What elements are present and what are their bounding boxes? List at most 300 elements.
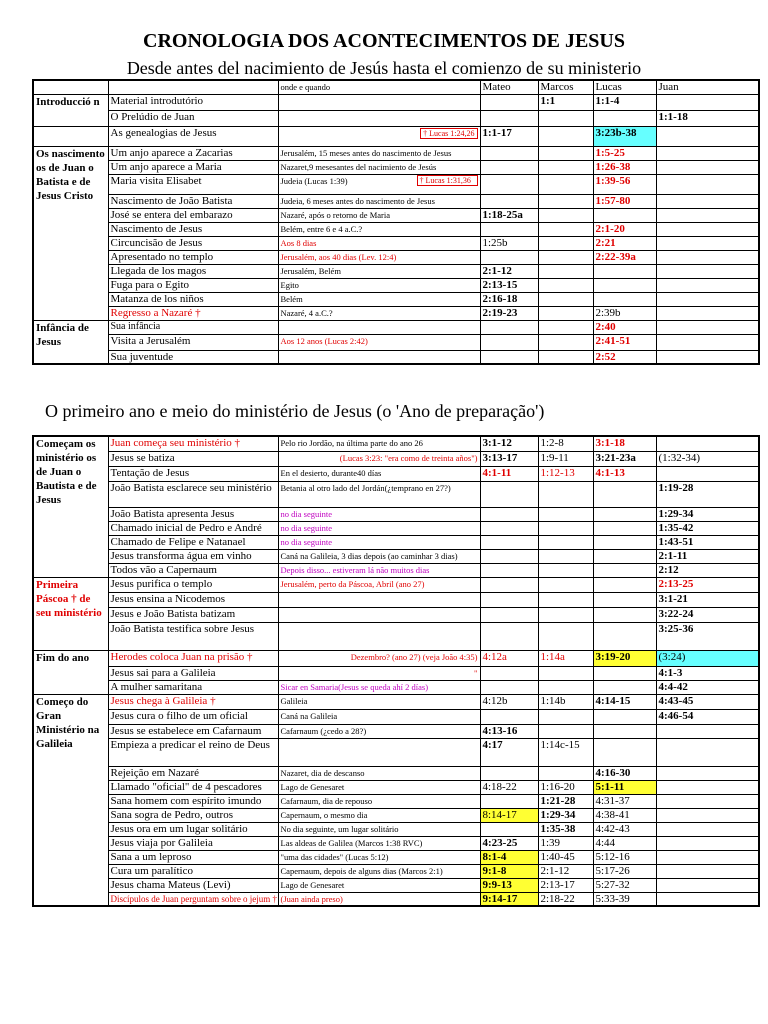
table-row: [33, 292, 759, 306]
table-cell: [656, 320, 759, 334]
table-cell: Lago de Genesaret: [278, 780, 480, 794]
table-cell: Cafarnaum (¿cedo a 28?): [278, 724, 480, 738]
table-cell: Fuga para o Egito: [108, 278, 278, 292]
table-cell: 3:19-20: [593, 650, 656, 666]
table-cell: Jerusalém, Belém: [278, 264, 480, 278]
table-cell: [480, 794, 538, 808]
table-row: [33, 592, 759, 607]
table-cell: Jesus se batiza: [108, 451, 278, 466]
table-cell: [656, 146, 759, 160]
table-cell: 4:1-11: [480, 466, 538, 481]
table-cell: [656, 292, 759, 306]
table-cell: 1:1: [538, 94, 593, 110]
table-cell: [656, 126, 759, 146]
table-row: [33, 146, 759, 160]
table-cell: [538, 350, 593, 364]
table-cell: [538, 481, 593, 507]
table-row: [33, 250, 759, 264]
table-cell: ": [278, 666, 480, 680]
table-cell: [480, 822, 538, 836]
table-cell: Aos 8 dias: [278, 236, 480, 250]
table-cell: Judeia, 6 meses antes do nascimento de Jesus: [278, 194, 480, 208]
header-marcos: Marcos: [538, 80, 593, 94]
table-cell: En el desierto, durante40 días: [278, 466, 480, 481]
table-cell: [480, 174, 538, 194]
section-label: Começam os ministério os de Juan o Bautista e de Jesus: [33, 436, 108, 577]
table-cell: Jesus purifica o templo: [108, 577, 278, 592]
table-cell: José se entera del embarazo: [108, 208, 278, 222]
table-cell: Jesus e João Batista batizam: [108, 607, 278, 622]
table-cell: Depois disso... estiveram lá não muitos dias: [278, 563, 480, 577]
table-cell: 4:12a: [480, 650, 538, 666]
table-cell: 3:23b-38: [593, 126, 656, 146]
table-cell: Empieza a predicar el reino de Deus: [108, 738, 278, 766]
header-blank: [33, 80, 108, 94]
table-cell: [538, 724, 593, 738]
table-cell: [538, 292, 593, 306]
table-cell: [656, 836, 759, 850]
header-lucas: Lucas: [593, 80, 656, 94]
table-row: [33, 650, 759, 666]
table-cell: 1:19-28: [656, 481, 759, 507]
table-cell: [593, 278, 656, 292]
cross-ref-box: † Lucas 1:31,36: [417, 175, 478, 186]
table-cell: [538, 666, 593, 680]
table-cell: 1:12-13: [538, 466, 593, 481]
table-cell: As genealogias de Jesus: [108, 126, 278, 146]
table-cell: 1:5-25: [593, 146, 656, 160]
table-cell: 1:40-45: [538, 850, 593, 864]
table-cell: [480, 549, 538, 563]
section-label: Começo do Gran Ministério na Galileia: [33, 694, 108, 906]
table-cell: 3:1-21: [656, 592, 759, 607]
table-cell: [593, 724, 656, 738]
table-cell: [480, 535, 538, 549]
table-cell: [656, 436, 759, 451]
table-cell: [656, 194, 759, 208]
table-cell: 2:13-25: [656, 577, 759, 592]
table-cell: [593, 208, 656, 222]
table-cell: [656, 864, 759, 878]
table-cell: Jesus chama Mateus (Levi): [108, 878, 278, 892]
table-cell: [33, 126, 108, 146]
table-row: [33, 850, 759, 864]
table-cell: [538, 236, 593, 250]
table-cell: [480, 222, 538, 236]
table-cell: (Lucas 3:23: "era como de treinta años"): [278, 451, 480, 466]
table-row: [33, 738, 759, 766]
table-cell: [538, 521, 593, 535]
table-cell: [593, 549, 656, 563]
table-cell: [593, 738, 656, 766]
table-cell: 2:19-23: [480, 306, 538, 320]
table-cell: 1:29-34: [538, 808, 593, 822]
table-cell: 9:1-8: [480, 864, 538, 878]
table-row: [33, 622, 759, 650]
table-cell: 3:22-24: [656, 607, 759, 622]
table-cell: [480, 350, 538, 364]
table-cell: 4:14-15: [593, 694, 656, 709]
table-cell: 4:12b: [480, 694, 538, 709]
header-mateo: Mateo: [480, 80, 538, 94]
table-row: [33, 507, 759, 521]
table-cell: 2:1-11: [656, 549, 759, 563]
table-cell: 5:33-39: [593, 892, 656, 906]
table-cell: 5:17-26: [593, 864, 656, 878]
table-cell: "uma das cidades" (Lucas 5:12): [278, 850, 480, 864]
table-cell: [593, 563, 656, 577]
table-cell: [656, 878, 759, 892]
table-cell: [656, 264, 759, 278]
table-row: [33, 194, 759, 208]
section-heading: O primeiro ano e meio do ministério de Jesus (o 'Ano de preparação'): [45, 401, 545, 421]
table-cell: 3:1-12: [480, 436, 538, 451]
table-cell: [656, 850, 759, 864]
table-cell: 1:2-8: [538, 436, 593, 451]
table-cell: [656, 738, 759, 766]
table-cell: [538, 766, 593, 780]
table-cell: 4:23-25: [480, 836, 538, 850]
table-cell: 3:21-23a: [593, 451, 656, 466]
table-cell: [593, 292, 656, 306]
table-cell: [278, 350, 480, 364]
table-cell: Jesus viaja por Galileia: [108, 836, 278, 850]
table-cell: [538, 334, 593, 350]
table-cell: Discípulos de Juan perguntam sobre o jejum †: [108, 892, 278, 906]
table-cell: [593, 666, 656, 680]
table-cell: Capernaum, o mesmo dia: [278, 808, 480, 822]
table-cell: 8:14-17: [480, 808, 538, 822]
table-cell: [593, 481, 656, 507]
table-cell: Sicar en Samaria(Jesus se queda ahí 2 días): [278, 680, 480, 694]
table-cell: [656, 766, 759, 780]
table-cell: [480, 680, 538, 694]
table-cell: Regresso a Nazaré †: [108, 306, 278, 320]
table-cell: [593, 535, 656, 549]
table-cell: [656, 794, 759, 808]
table-cell: Aos 12 anos (Lucas 2:42): [278, 334, 480, 350]
section-label: Primeira Páscoa † de seu ministério: [36, 578, 102, 619]
table-cell: [593, 521, 656, 535]
table-cell: 4:4-42: [656, 680, 759, 694]
table-cell: [538, 577, 593, 592]
table-cell: [480, 160, 538, 174]
table-cell: Cafarnaum, dia de repouso: [278, 794, 480, 808]
table-cell: 1:39-56: [593, 174, 656, 194]
table-cell: 2:1-12: [480, 264, 538, 278]
table-row: [33, 892, 759, 906]
table-cell: [538, 126, 593, 146]
table-cell: [480, 607, 538, 622]
table-cell: [480, 507, 538, 521]
table-cell: 1:29-34: [656, 507, 759, 521]
table-cell: A mulher samaritana: [108, 680, 278, 694]
table-cell: [278, 738, 480, 766]
table-cell: [480, 563, 538, 577]
table-cell: [593, 110, 656, 126]
table-cell: Lago de Genesaret: [278, 878, 480, 892]
table-cell: Llamado "oficial" de 4 pescadores: [108, 780, 278, 794]
table-cell: João Batista testifica sobre Jesus: [108, 622, 278, 650]
table-cell: 1:26-38: [593, 160, 656, 174]
table-cell: Dezembro? (ano 27) (veja João 4:35): [278, 650, 480, 666]
table-cell: O Prelúdio de Juan: [108, 110, 278, 126]
table-cell: [538, 146, 593, 160]
table-row: [33, 563, 759, 577]
table-cell: [538, 208, 593, 222]
table-cell: 4:1-3: [656, 666, 759, 680]
table-row: [33, 334, 759, 350]
table-row: [33, 222, 759, 236]
table-cell: Jesus se estabelece em Cafarnaum: [108, 724, 278, 738]
table-cell: Circuncisão de Jesus: [108, 236, 278, 250]
table-cell: [278, 94, 480, 110]
table-row: [33, 521, 759, 535]
table-row: [33, 724, 759, 738]
table-cell: [656, 160, 759, 174]
section-label: Infância de Jesus: [33, 320, 108, 364]
table-cell: João Batista esclarece seu ministério: [108, 481, 278, 507]
table-cell: 2:18-22: [538, 892, 593, 906]
page-subtitle: Desde antes del nacimiento de Jesús hasta el comienzo de su ministerio: [126, 58, 642, 78]
table-cell: [278, 110, 480, 126]
table-row: [33, 306, 759, 320]
table-cell: [480, 521, 538, 535]
table-cell: [593, 607, 656, 622]
table-row: [33, 822, 759, 836]
table-cell: Sana homem com espírito imundo: [108, 794, 278, 808]
table-cell: 5:1-11: [593, 780, 656, 794]
table-cell: [538, 160, 593, 174]
table-cell: Sua infância: [108, 320, 278, 334]
table-row: [33, 481, 759, 507]
table-cell: [656, 334, 759, 350]
table-cell: 9:9-13: [480, 878, 538, 892]
table-cell: [656, 278, 759, 292]
table-cell: Las aldeas de Galilea (Marcos 1:38 RVC): [278, 836, 480, 850]
table-cell: [538, 320, 593, 334]
table-cell: 3:13-17: [480, 451, 538, 466]
table-cell: Sana sogra de Pedro, outros: [108, 808, 278, 822]
table-cell: [538, 607, 593, 622]
table-cell: [480, 766, 538, 780]
table-row: [33, 236, 759, 250]
table-cell: 2:12: [656, 563, 759, 577]
table-cell: 4:17: [480, 738, 538, 766]
table-cell: Cura um paralítico: [108, 864, 278, 878]
table-cell: [593, 577, 656, 592]
table-cell: 1:1-17: [480, 126, 538, 146]
table-cell: 5:27-32: [593, 878, 656, 892]
table-cell: Nazaré, após o retorno de Maria: [278, 208, 480, 222]
table-cell: Nazaret,9 mesesantes del nacimiento de Jesús: [278, 160, 480, 174]
table-cell: 4:46-54: [656, 709, 759, 724]
table-cell: [278, 592, 480, 607]
table-cell: [538, 110, 593, 126]
table-cell: 1:35-42: [656, 521, 759, 535]
table-row: [33, 709, 759, 724]
table-cell: 1:39: [538, 836, 593, 850]
table-cell: 2:1-12: [538, 864, 593, 878]
table-row: [33, 549, 759, 563]
table-cell: [656, 94, 759, 110]
table-row: [33, 126, 759, 146]
table-cell: 2:40: [593, 320, 656, 334]
chronology-table-1: [32, 79, 760, 365]
table-row: [33, 264, 759, 278]
table-row: [33, 577, 759, 592]
table-cell: [656, 306, 759, 320]
table-row: [33, 864, 759, 878]
table-cell: Jesus chega à Galileia †: [108, 694, 278, 709]
table-cell: [538, 592, 593, 607]
table-cell: no dia seguinte: [278, 535, 480, 549]
table-cell: [656, 724, 759, 738]
table-cell: [538, 507, 593, 521]
table-cell: 1:18-25a: [480, 208, 538, 222]
table-cell: 1:14a: [538, 650, 593, 666]
table-cell: [593, 709, 656, 724]
table-cell: Belém: [278, 292, 480, 306]
table-cell: 4:16-30: [593, 766, 656, 780]
table-cell: Rejeição em Nazaré: [108, 766, 278, 780]
table-cell: [656, 250, 759, 264]
table-row: [33, 208, 759, 222]
table-cell: Jerusalém, aos 40 dias (Lev. 12:4): [278, 250, 480, 264]
table-row: [33, 436, 759, 451]
table-cell: Jerusalém, 15 meses antes do nascimento de Jesus: [278, 146, 480, 160]
table-cell: Jesus transforma água em vinho: [108, 549, 278, 563]
table-cell: [480, 194, 538, 208]
table-cell: 2:1-20: [593, 222, 656, 236]
table-cell: Jesus ora em um lugar solitário: [108, 822, 278, 836]
table-cell: 3:25-36: [656, 622, 759, 650]
table-cell: Egito: [278, 278, 480, 292]
table-cell: Nascimento de Jesus: [108, 222, 278, 236]
table-row: [33, 836, 759, 850]
table-cell: [538, 306, 593, 320]
table-cell: [656, 780, 759, 794]
table-cell: [480, 592, 538, 607]
table-row: [33, 278, 759, 292]
table-cell: [656, 466, 759, 481]
table-cell: [480, 320, 538, 334]
table-cell: [278, 126, 480, 146]
table-row: [33, 94, 759, 110]
table-cell: 1:9-11: [538, 451, 593, 466]
table-cell: No dia seguinte, um lugar solitário: [278, 822, 480, 836]
table-cell: [593, 592, 656, 607]
table-cell: Jerusalém, perto da Páscoa, Abril (ano 27): [278, 577, 480, 592]
header-note: onde e quando: [278, 80, 480, 94]
table-cell: 1:14b: [538, 694, 593, 709]
table-cell: 9:14-17: [480, 892, 538, 906]
table-cell: [538, 278, 593, 292]
table-cell: 4:43-45: [656, 694, 759, 709]
table-cell: Belém, entre 6 e 4 a.C.?: [278, 222, 480, 236]
table-cell: 2:22-39a: [593, 250, 656, 264]
table-row: [33, 451, 759, 466]
table-cell: no dia seguinte: [278, 521, 480, 535]
table-cell: Chamado inicial de Pedro e André: [108, 521, 278, 535]
table-cell: [538, 174, 593, 194]
table-cell: Nazaret, dia de descanso: [278, 766, 480, 780]
table-cell: [656, 350, 759, 364]
table-cell: [538, 535, 593, 549]
section-label: Os nascimento os de Juan o Batista e de Jesus Cristo: [33, 146, 108, 320]
table-cell: Sua juventude: [108, 350, 278, 364]
table-cell: [538, 680, 593, 694]
table-row: [33, 666, 759, 680]
table-cell: (Juan ainda preso): [278, 892, 480, 906]
table-cell: Tentação de Jesus: [108, 466, 278, 481]
table-cell: [278, 320, 480, 334]
table-cell: Jesus sai para a Galileia: [108, 666, 278, 680]
table-cell: Llegada de los magos: [108, 264, 278, 278]
table-cell: 2:13-17: [538, 878, 593, 892]
table-cell: 1:25b: [480, 236, 538, 250]
table-cell: [656, 208, 759, 222]
table-cell: (3:24): [656, 650, 759, 666]
table-cell: 1:16-20: [538, 780, 593, 794]
table-cell: [538, 563, 593, 577]
table-cell: [480, 709, 538, 724]
table-cell: Todos vão a Capernaum: [108, 563, 278, 577]
table-cell: Um anjo aparece a Zacarias: [108, 146, 278, 160]
table-cell: 2:13-15: [480, 278, 538, 292]
table-cell: 4:42-43: [593, 822, 656, 836]
table-cell: [278, 607, 480, 622]
table-cell: 1:21-28: [538, 794, 593, 808]
table-cell: Visita a Jerusalém: [108, 334, 278, 350]
table-cell: 2:16-18: [480, 292, 538, 306]
table-cell: [656, 892, 759, 906]
table-cell: Jesus ensina a Nicodemos: [108, 592, 278, 607]
table-row: [33, 160, 759, 174]
table-cell: [480, 250, 538, 264]
table-row: [33, 878, 759, 892]
table-row: [33, 80, 759, 94]
table-cell: Juan começa seu ministério †: [108, 436, 278, 451]
table-cell: 3:1-18: [593, 436, 656, 451]
table-cell: Herodes coloca Juan na prisão †: [108, 650, 278, 666]
table-cell: Capernaum, depois de alguns dias (Marcos 2:1): [278, 864, 480, 878]
table-cell: 2:39b: [593, 306, 656, 320]
table-row: [33, 808, 759, 822]
table-cell: [480, 146, 538, 160]
table-row: [33, 320, 759, 334]
table-cell: [593, 507, 656, 521]
table-cell: [480, 334, 538, 350]
table-cell: 2:41-51: [593, 334, 656, 350]
section-label: Introducció n: [33, 94, 108, 126]
table-cell: 4:1-13: [593, 466, 656, 481]
table-cell: Jesus cura o filho de um oficial: [108, 709, 278, 724]
table-cell: 4:31-37: [593, 794, 656, 808]
table-cell: (1:32-34): [656, 451, 759, 466]
table-cell: [656, 222, 759, 236]
table-cell: Nazaré, 4 a.C.?: [278, 306, 480, 320]
table-cell: 1:35-38: [538, 822, 593, 836]
table-cell: [593, 680, 656, 694]
table-cell: 2:52: [593, 350, 656, 364]
table-cell: Matanza de los niños: [108, 292, 278, 306]
table-cell: 1:43-51: [656, 535, 759, 549]
table-cell: [593, 264, 656, 278]
table-cell: [480, 110, 538, 126]
cross-ref-box: † Lucas 1:24,26: [420, 128, 477, 139]
table-cell: Pelo rio Jordão, na última parte do ano 26: [278, 436, 480, 451]
